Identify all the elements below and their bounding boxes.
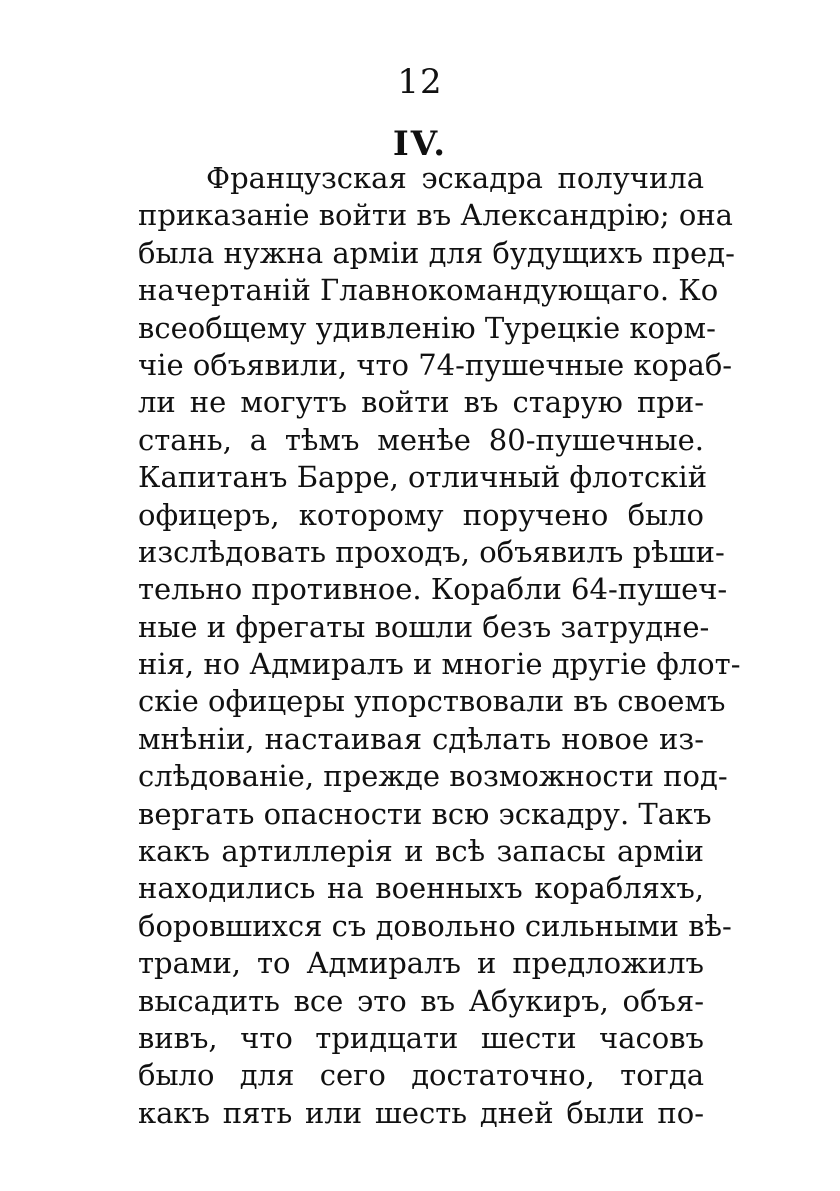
text-line: чіе объявили, что 74-пушечные кораб- xyxy=(138,347,733,382)
text-line: находились на военныхъ корабляхъ, xyxy=(138,871,704,906)
text-line: трами, то Адмиралъ и предложилъ xyxy=(138,946,704,981)
text-line: нія, но Адмиралъ и многіе другіе флот- xyxy=(138,647,741,682)
text-line: вергать опасности всю эскадру. Такъ xyxy=(138,796,712,831)
text-line: вивъ, что тридцати шести часовъ xyxy=(138,1020,704,1055)
text-line: какъ артиллерія и всѣ запасы арміи xyxy=(138,834,704,869)
text-line: боровшихся съ довольно сильными вѣ- xyxy=(138,908,732,943)
text-line: изслѣдовать проходъ, объявилъ рѣши- xyxy=(138,534,725,569)
text-line: Капитанъ Барре, отличный флотскій xyxy=(138,460,708,495)
text-line: всеобщему удивленію Турецкіе корм- xyxy=(138,310,716,345)
body-text xyxy=(138,160,741,1132)
text-line: скіе офицеры упорствовали въ своемъ xyxy=(138,684,726,719)
text-line: была нужна арміи для будущихъ пред- xyxy=(138,235,735,270)
text-line: ли не могутъ войти въ старую при- xyxy=(138,385,704,420)
text-line: тельно противное. Корабли 64-пушеч- xyxy=(138,572,728,607)
text-line: какъ пять или шесть дней были по- xyxy=(138,1095,704,1130)
text-line: офицеръ, которому поручено было xyxy=(138,497,704,532)
text-line: мнѣніи, настаивая сдѣлать новое из- xyxy=(138,721,704,756)
text-line: ные и фрегаты вошли безъ затрудне- xyxy=(138,609,710,644)
chapter-heading: IV. xyxy=(392,124,448,164)
page-number: 12 xyxy=(397,62,443,102)
text-line: стань, а тѣмъ менѣе 80-пушечные. xyxy=(138,422,704,457)
text-line: Французская эскадра получила xyxy=(206,161,704,195)
text-line: было для сего достаточно, тогда xyxy=(138,1058,704,1093)
text-line: слѣдованіе, прежде возможности под- xyxy=(138,759,728,794)
text-line: приказаніе войти въ Александрію; она xyxy=(138,198,733,233)
text-line: высадить все это въ Абукиръ, объя- xyxy=(138,983,704,1018)
text-line: начертаній Главнокомандующаго. Ко xyxy=(138,273,719,308)
